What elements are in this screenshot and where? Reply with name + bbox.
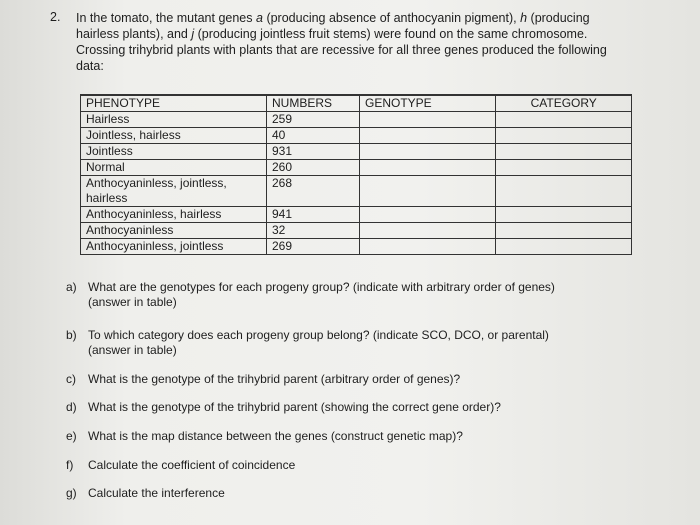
table-row — [81, 144, 632, 160]
subquestion-label: c) — [66, 372, 76, 386]
subquestion-text: Calculate the coefficient of coincidence — [88, 458, 296, 472]
table-row — [81, 160, 632, 176]
subquestion-label: f) — [66, 458, 74, 472]
category-answer-cell[interactable] — [496, 112, 632, 128]
genotype-answer-cell[interactable] — [360, 207, 496, 223]
phenotype-cell: Anthocyaninless, jointless, hairless — [81, 176, 267, 207]
category-answer-cell[interactable] — [496, 207, 632, 223]
genotype-answer-cell[interactable] — [360, 160, 496, 176]
header-phenotype: PHENOTYPE — [81, 95, 267, 112]
question-number: 2. — [50, 10, 61, 24]
genotype-answer-cell[interactable] — [360, 223, 496, 239]
genotype-answer-cell[interactable] — [360, 239, 496, 255]
subquestion-text: What is the genotype of the trihybrid parent (showing the correct gene order)? — [88, 400, 501, 414]
genotype-answer-cell[interactable] — [360, 176, 496, 207]
subquestion-label: e) — [66, 429, 77, 443]
subquestion-label: a) — [66, 280, 77, 294]
genotype-answer-cell[interactable] — [360, 144, 496, 160]
table-body — [81, 112, 632, 255]
subquestion-text: Calculate the interference — [88, 486, 225, 500]
number-cell: 32 — [267, 223, 360, 239]
intro-part-3: (producing hairless plants), and — [76, 11, 590, 41]
subquestion-text: To which category does each progeny group belong? (indicate SCO, DCO, or parental) (answer in table) — [88, 328, 549, 357]
subquestion-label: b) — [66, 328, 77, 342]
number-cell: 260 — [267, 160, 360, 176]
gene-h-symbol: h — [520, 11, 528, 25]
subquestion-label: d) — [66, 400, 77, 414]
table-row — [81, 207, 632, 223]
gene-j-symbol: j — [191, 27, 195, 41]
number-cell: 269 — [267, 239, 360, 255]
subquestion-label: g) — [66, 486, 77, 500]
intro-part-2: (producing absence of anthocyanin pigment), — [266, 11, 517, 25]
genotype-answer-cell[interactable] — [360, 128, 496, 144]
phenotype-cell: Hairless — [81, 112, 267, 128]
subquestion-text: What are the genotypes for each progeny group? (indicate with arbitrary order of genes) (answer in table) — [88, 280, 555, 309]
question-intro — [76, 10, 616, 74]
phenotype-cell: Anthocyaninless, jointless — [81, 239, 267, 255]
category-answer-cell[interactable] — [496, 239, 632, 255]
phenotype-cell: Anthocyaninless — [81, 223, 267, 239]
intro-part-4: (producing jointless fruit stems) were found on the same chromosome. Crossing trihybrid plants with plants that are recessive for all three genes produced the following data: — [76, 27, 607, 73]
category-answer-cell[interactable] — [496, 176, 632, 207]
header-genotype: GENOTYPE — [360, 95, 496, 112]
intro-part-1: In the tomato, the mutant genes — [76, 11, 253, 25]
category-answer-cell[interactable] — [496, 128, 632, 144]
number-cell: 268 — [267, 176, 360, 207]
table-header-row — [81, 95, 632, 112]
genotype-answer-cell[interactable] — [360, 112, 496, 128]
number-cell: 40 — [267, 128, 360, 144]
table-row — [81, 239, 632, 255]
subquestion-text: What is the map distance between the genes (construct genetic map)? — [88, 429, 463, 443]
table-row — [81, 112, 632, 128]
table-row — [81, 176, 632, 207]
number-cell: 931 — [267, 144, 360, 160]
category-answer-cell[interactable] — [496, 223, 632, 239]
phenotype-cell: Anthocyaninless, hairless — [81, 207, 267, 223]
phenotype-cell: Normal — [81, 160, 267, 176]
phenotype-cell: Jointless, hairless — [81, 128, 267, 144]
header-category: CATEGORY — [496, 95, 632, 112]
phenotype-table — [80, 94, 632, 255]
header-numbers: NUMBERS — [267, 95, 360, 112]
table-row — [81, 223, 632, 239]
subquestion-text: What is the genotype of the trihybrid parent (arbitrary order of genes)? — [88, 372, 461, 386]
number-cell: 941 — [267, 207, 360, 223]
category-answer-cell[interactable] — [496, 144, 632, 160]
gene-a-symbol: a — [256, 11, 263, 25]
table-row — [81, 128, 632, 144]
number-cell: 259 — [267, 112, 360, 128]
phenotype-cell: Jointless — [81, 144, 267, 160]
category-answer-cell[interactable] — [496, 160, 632, 176]
